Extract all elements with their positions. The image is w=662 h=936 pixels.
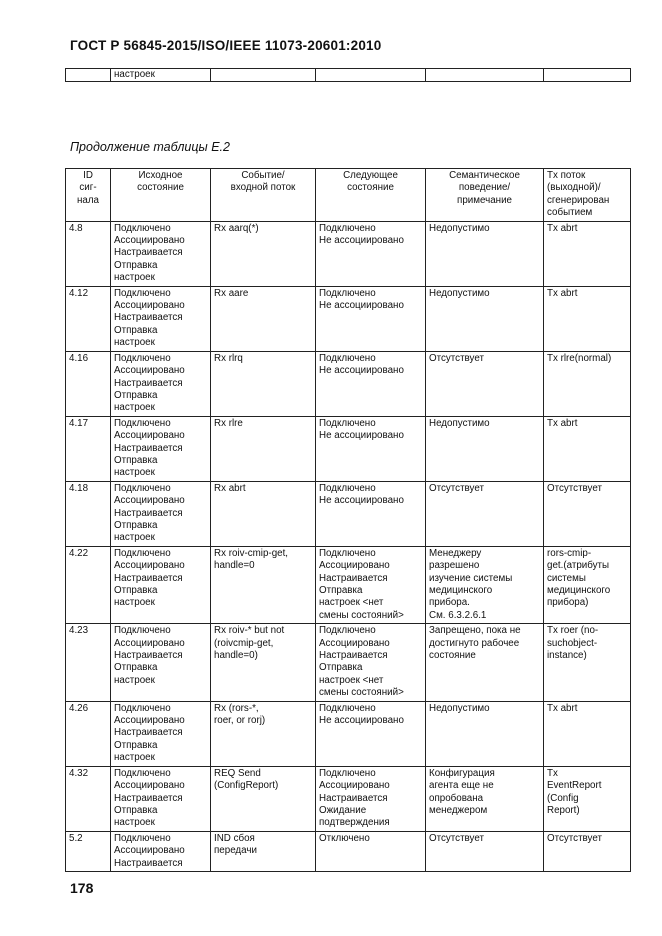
cell-next-state: Подключено Не ассоциировано [316,481,426,546]
cell-semantics: Недопустимо [426,286,544,351]
cell-signal-id: 4.26 [66,701,111,766]
table-row [66,351,631,416]
cell-next-state: Отключено [316,831,426,871]
cell-semantics: Недопустимо [426,221,544,286]
cell-event: Rx roiv-* but not (roivcmip-get, handle=0) [211,624,316,701]
cell-initial-state: Подключено Ассоциировано Настраивается Отправка настроек [111,701,211,766]
column-header-initial-state: Исходное состояние [111,169,211,222]
cell-event: Rx aarq(*) [211,221,316,286]
cell-initial-state: Подключено Ассоциировано Настраивается Отправка настроек [111,351,211,416]
table-cell [211,69,316,82]
cell-signal-id: 4.17 [66,416,111,481]
cell-initial-state: Подключено Ассоциировано Настраивается Отправка настроек [111,481,211,546]
table-row [66,624,631,701]
table-cell [316,69,426,82]
table-row [66,416,631,481]
cell-next-state: Подключено Ассоциировано Настраивается Ожидание подтверждения [316,766,426,831]
cell-semantics: Конфигурация агента еще не опробована менеджером [426,766,544,831]
cell-next-state: Подключено Ассоциировано Настраивается Отправка настроек <нет смены состояний> [316,624,426,701]
table-row [66,286,631,351]
cell-signal-id: 4.18 [66,481,111,546]
cell-signal-id: 4.23 [66,624,111,701]
cell-tx-stream: Tx abrt [544,221,631,286]
cell-signal-id: 4.16 [66,351,111,416]
column-header-signal-id: ID сиг- нала [66,169,111,222]
column-header-tx-stream: Tx поток (выходной)/ сгенерирован событием [544,169,631,222]
table-row [66,221,631,286]
cell-event: Rx (rors-*, roer, or rorj) [211,701,316,766]
cell-event: Rx rlrq [211,351,316,416]
cell-tx-stream: Tx abrt [544,701,631,766]
cell-tx-stream: Tx abrt [544,416,631,481]
cell-event: Rx rlre [211,416,316,481]
column-header-event: Событие/ входной поток [211,169,316,222]
cell-semantics: Недопустимо [426,701,544,766]
cell-semantics: Запрещено, пока не достигнуто рабочее состояние [426,624,544,701]
cell-signal-id: 4.8 [66,221,111,286]
cell-semantics: Менеджеру разрешено изучение системы медицинского прибора. См. 6.3.2.6.1 [426,546,544,623]
cell-signal-id: 4.32 [66,766,111,831]
cell-signal-id: 4.22 [66,546,111,623]
cell-next-state: Подключено Не ассоциировано [316,286,426,351]
cell-semantics: Отсутствует [426,481,544,546]
cell-tx-stream: Отсутствует [544,481,631,546]
table-caption: Продолжение таблицы Е.2 [70,140,230,154]
cell-initial-state: Подключено Ассоциировано Настраивается [111,831,211,871]
cell-event: REQ Send (ConfigReport) [211,766,316,831]
table-header-row [66,169,631,222]
cell-initial-state: Подключено Ассоциировано Настраивается Отправка настроек [111,766,211,831]
cell-semantics: Отсутствует [426,351,544,416]
table-row [66,546,631,623]
state-transition-table [65,168,631,872]
cell-next-state: Подключено Не ассоциировано [316,701,426,766]
table-cell [66,69,111,82]
column-header-next-state: Следующее состояние [316,169,426,222]
cell-initial-state: Подключено Ассоциировано Настраивается Отправка настроек [111,221,211,286]
cell-next-state: Подключено Не ассоциировано [316,416,426,481]
cell-initial-state: Подключено Ассоциировано Настраивается Отправка настроек [111,546,211,623]
table-cell [544,69,631,82]
cell-initial-state: Подключено Ассоциировано Настраивается Отправка настроек [111,286,211,351]
cell-signal-id: 4.12 [66,286,111,351]
table-row [66,69,631,82]
cell-event: Rx aare [211,286,316,351]
cell-tx-stream: Tx rlre(normal) [544,351,631,416]
cell-next-state: Подключено Ассоциировано Настраивается Отправка настроек <нет смены состояний> [316,546,426,623]
table-cell: настроек [111,69,211,82]
cell-initial-state: Подключено Ассоциировано Настраивается Отправка настроек [111,624,211,701]
cell-event: IND сбоя передачи [211,831,316,871]
cell-event: Rx roiv-cmip-get, handle=0 [211,546,316,623]
cell-tx-stream: Tx roer (no- suchobject- instance) [544,624,631,701]
table-cell [426,69,544,82]
table-row [66,481,631,546]
cell-initial-state: Подключено Ассоциировано Настраивается Отправка настроек [111,416,211,481]
page-number: 178 [70,880,94,896]
cell-tx-stream: Отсутствует [544,831,631,871]
document-header: ГОСТ Р 56845-2015/ISO/IEEE 11073-20601:2010 [70,38,382,53]
cell-signal-id: 5.2 [66,831,111,871]
cell-semantics: Недопустимо [426,416,544,481]
cell-next-state: Подключено Не ассоциировано [316,351,426,416]
cell-next-state: Подключено Не ассоциировано [316,221,426,286]
cell-tx-stream: rors-cmip- get.(атрибуты системы медицинского прибора) [544,546,631,623]
cell-event: Rx abrt [211,481,316,546]
column-header-semantics: Семантическое поведение/ примечание [426,169,544,222]
cell-semantics: Отсутствует [426,831,544,871]
cell-tx-stream: Tx abrt [544,286,631,351]
cell-tx-stream: Tx EventReport (Config Report) [544,766,631,831]
table-row [66,766,631,831]
table-row [66,701,631,766]
table-row [66,831,631,871]
previous-table-fragment [65,68,631,82]
